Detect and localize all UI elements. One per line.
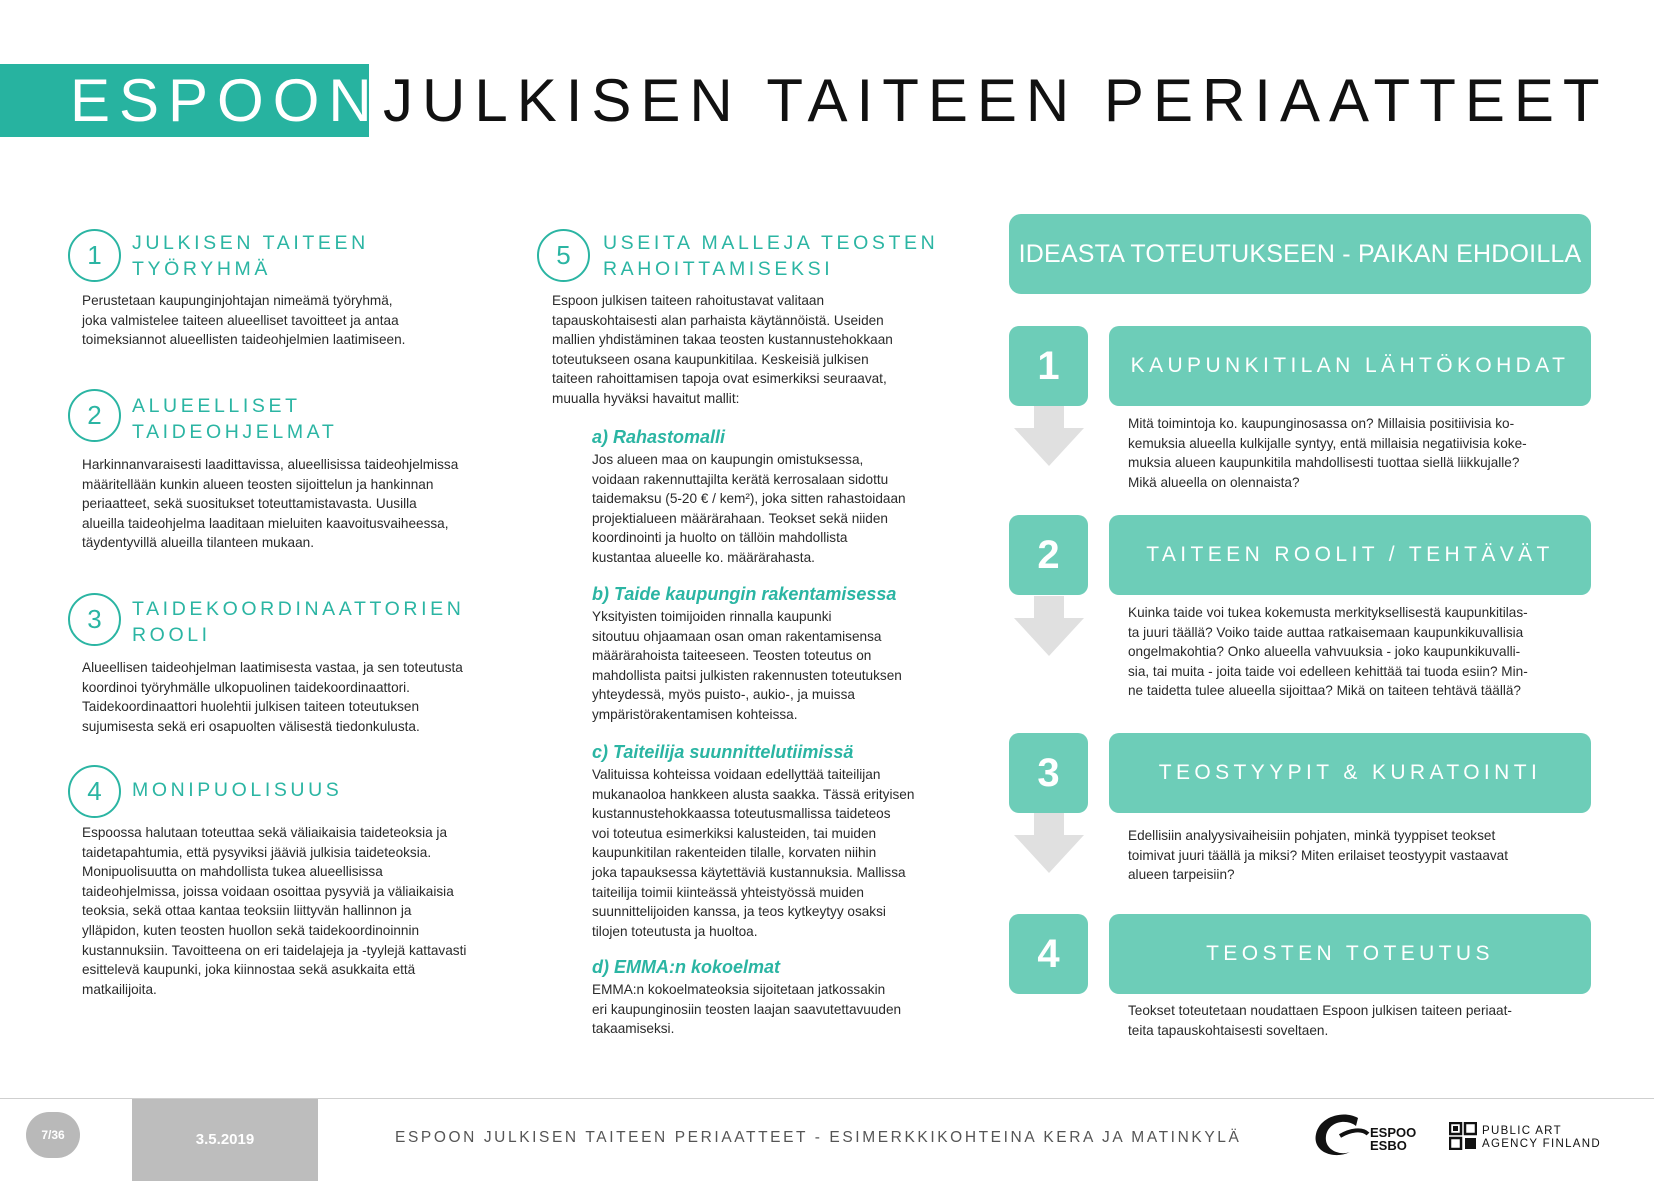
down-arrow-icon [1014,813,1084,873]
step-label-3: TEOSTYYPIT & KURATOINTI [1109,733,1591,813]
step-text-1: Mitä toimintoja ko. kaupunginosassa on? Millaisia positiivisia ko- kemuksia alueella kulkijalle syntyy, entä millaisia negatiivisia koke- muksia alueen kaupunkitila mahdollisesti tuottaa siellä liikkujalle? Mikä alueella on olennaista? [1128,416,1527,490]
model-body-c: Valituissa kohteissa voidaan edellyttää taiteilijan mukanaoloa hankkeen alusta saakka. Tässä erityisen kustannustehokkaassa toteutusmallissa taideteos voi toteutua esimerkiksi kalusteiden, tai muiden kaupunkitilan rakenteiden tilalle, korvaten niihin joka tapauksessa käytettäviä kustannuksia. Mallissa taiteilija toimii kiinteässä yhteistyössä muiden suunnittelijoiden kanssa, ja teos kytkeytyy osaksi tilojen toteutusta ja huoltoa. [592,767,915,939]
header-word-espoon: ESPOON [70,67,381,134]
step-text-3: Edellisiin analyysivaiheisiin pohjaten, minkä tyyppiset teokset toimivat juuri täällä ja miksi? Miten erilaiset teostyypit vastaavat alueen tarpeisiin? [1128,828,1509,883]
model-title-d: d) EMMA:n kokoelmat [592,957,781,977]
section-title: USEITA MALLEJA TEOSTEN RAHOITTAMISEKSI [603,232,939,280]
footer-title: ESPOON JULKISEN TAITEEN PERIAATTEET - ESIMERKKIKOHTEINA KERA JA MATINKYLÄ [395,1129,1242,1146]
section-body: Alueellisen taideohjelman laatimisesta vastaa, ja sen toteutusta koordinoi työryhmälle ulkopuolinen taidekoordinaattori. Taidekoordinaattori huolehtii julkisen taiteen toteutuksen sujumisesta sekä eri osapuolten välisestä tiedonkulusta. [82,660,463,734]
section-body: Perustetaan kaupunginjohtajan nimeämä työryhmä, joka valmistelee taiteen alueelliset tavoitteet ja antaa toimeksiannot alueellisten taideohjelmien laatimiseen. [82,293,406,348]
section-number: 2 [68,389,121,442]
public-art-agency-text: PUBLIC ART AGENCY FINLAND [1482,1125,1601,1150]
step-label-1: KAUPUNKITILAN LÄHTÖKOHDAT [1109,326,1591,406]
step-number-4: 4 [1009,914,1088,994]
model-title-c: c) Taiteilija suunnittelutiimissä [592,742,854,762]
section-number: 5 [537,229,590,282]
section-body: Espoossa halutaan toteuttaa sekä väliaikaisia taideteoksia ja taidetapahtumia, että pysyviksi jääviä julkisia taideteoksia. Monipuolisuutta on mahdollista tukea alueellisissa taideohjelmissa, joissa voidaan osoittaa pysyviä ja väliaikaisia teoksia, sekä ottaa kantaa teoksiin liittyvän hallinnon ja ylläpidon, kuten teosten huollon sekä taidekoordinoinnin kustannuksiin. Tavoitteena on eri taidelajeja ja -tyylejä kattavasti esittelevä kaupunki, joka kiinnostaa sekä asukkaita että matkailijoita. [82,825,467,997]
down-arrow-icon [1014,596,1084,656]
footer-date: 3.5.2019 [132,1099,318,1181]
page-number: 7/36 [26,1112,80,1158]
model-body-b: Yksityisten toimijoiden rinnalla kaupunki sitoutuu ohjaamaan osan oman rakentamisensa määrärahoista taiteeseen. Teosten toteutus on mahdollista paitsi julkisten rakennusten toteutuksen yhteydessä, myös puisto-, aukio-, ja muissa ympäristörakentamisen kohteissa. [592,609,902,722]
model-body-d: EMMA:n kokoelmateoksia sijoitetaan jatkossakin eri kaupunginosiin teosten laajan saavutettavuuden takaamiseksi. [592,982,902,1037]
public-art-agency-logo-icon [1449,1122,1477,1150]
step-label-2: TAITEEN ROOLIT / TEHTÄVÄT [1109,515,1591,595]
section-number: 1 [68,229,121,282]
section-body: Harkinnanvaraisesti laadittavissa, alueellisissa taideohjelmissa määritellään kunkin alueen teosten sijoittelun ja hankinnan periaatteet, sekä suositukset toteuttamistavasta. Uusilla alueilla taideohjelma laaditaan mieluiten kaavoitusvaiheessa, täydentyvillä alueilla tilanteen mukaan. [82,457,459,551]
model-body-a: Jos alueen maa on kaupungin omistuksessa, voidaan rakennuttajilta kerätä kerrosalaan sidottu taidemaksu (5-20 € / kem²), joka sitten rahastoidaan projektialueen määrärahaan. Teokset sekä niiden koordinointi ja huolto on tällöin mahdollista kustantaa alueelle ko. määrärahasta. [592,452,906,565]
section-number: 3 [68,593,121,646]
model-title-a: a) Rahastomalli [592,427,726,447]
step-text-4: Teokset toteutetaan noudattaen Espoon julkisen taiteen periaat- teita tapauskohtaisesti soveltaen. [1128,1003,1512,1038]
step-number-1: 1 [1009,326,1088,406]
step-number-2: 2 [1009,515,1088,595]
section-title: TAIDEKOORDINAATTORIEN ROOLI [132,598,465,646]
espoo-logo-text: ESPOO ESBO [1370,1125,1417,1153]
section-intro: Espoon julkisen taiteen rahoitustavat valitaan tapauskohtaisesti alan parhaista käytännöistä. Useiden mallien yhdistäminen takaa teosten kustannustehokkaan toteutukseen osana kaupunkitilaa. Keskeisiä julkisen taiteen rahoittamisen tapoja ovat esimerkiksi seuraavat, muualla hyväksi havaitut mallit: [552,293,893,406]
step-text-2: Kuinka taide voi tukea kokemusta merkityksellisestä kaupunkitilas- ta juuri täällä? Voiko taide auttaa ratkaisemaan kaupunkikuvallisia ongelmakohtia? Onko alueella vahvuuksia - joko kaupunkikuvalli- sia, tai muita - joita taide voi edelleen kehittää tai tuoda esiin? Min- ne taidetta tulee alueella sijoittaa? Mikä on taiteen tehtävä täällä? [1128,605,1528,699]
process-heading: IDEASTA TOTEUTUKSEEN - PAIKAN EHDOILLA [1009,214,1591,294]
header-title: JULKISEN TAITEEN PERIAATTEET [383,67,1609,134]
section-title: MONIPUOLISUUS [132,779,343,801]
model-title-b: b) Taide kaupungin rakentamisessa [592,584,897,604]
down-arrow-icon [1014,406,1084,466]
step-number-3: 3 [1009,733,1088,813]
section-number: 4 [68,765,121,818]
section-title: ALUEELLISET TAIDEOHJELMAT [132,395,338,443]
step-label-4: TEOSTEN TOTEUTUS [1109,914,1591,994]
section-title: JULKISEN TAITEEN TYÖRYHMÄ [132,232,369,280]
